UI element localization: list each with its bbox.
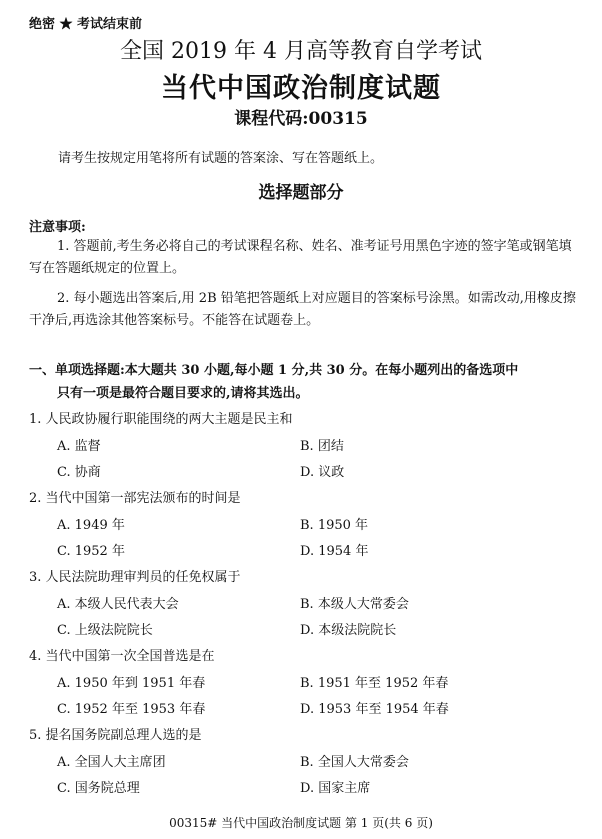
- question-4-option-b: B. 1951 年至 1952 年春: [300, 676, 449, 691]
- question-3-stem: 3. 人民法院助理审判员的任免权属于: [29, 570, 241, 585]
- course-code: 课程代码:00315: [234, 109, 368, 129]
- confidential-label: 绝密 ★ 考试结束前: [29, 17, 143, 32]
- question-2-option-b: B. 1950 年: [300, 518, 369, 533]
- note-item-1: 1. 答题前,考生务必将自己的考试课程名称、姓名、准考证号用黑色字迹的签字笔或钢笔填写在答题纸规定的位置上。: [29, 239, 572, 276]
- question-2-option-d: D. 1954 年: [300, 544, 369, 559]
- question-3-option-c: C. 上级法院院长: [57, 623, 153, 638]
- question-4-stem: 4. 当代中国第一次全国普选是在: [29, 649, 215, 664]
- question-1-option-c: C. 协商: [57, 465, 101, 480]
- part-heading-continued: 只有一项是最符合题目要求的,请将其选出。: [57, 386, 309, 401]
- question-5-stem: 5. 提名国务院副总理人选的是: [29, 728, 202, 743]
- section-title: 选择题部分: [258, 183, 344, 203]
- question-2-stem: 2. 当代中国第一部宪法颁布的时间是: [29, 491, 241, 506]
- answer-instruction: 请考生按规定用笔将所有试题的答案涂、写在答题纸上。: [58, 151, 384, 166]
- question-4-option-c: C. 1952 年至 1953 年春: [57, 702, 206, 717]
- paper-title: 当代中国政治制度试题: [161, 73, 441, 104]
- exam-title: 全国 2019 年 4 月高等教育自学考试: [120, 39, 482, 64]
- question-2-option-c: C. 1952 年: [57, 544, 125, 559]
- question-1-option-b: B. 团结: [300, 439, 344, 454]
- question-5-option-c: C. 国务院总理: [57, 781, 140, 796]
- question-5-option-b: B. 全国人大常委会: [300, 755, 409, 770]
- part-heading: 一、单项选择题:本大题共 30 小题,每小题 1 分,共 30 分。在每小题列出的备选项中: [29, 363, 519, 378]
- question-5-option-a: A. 全国人大主席团: [57, 755, 166, 770]
- question-1-stem: 1. 人民政协履行职能围绕的两大主题是民主和: [29, 412, 293, 427]
- question-3-option-b: B. 本级人大常委会: [300, 597, 409, 612]
- question-4-option-a: A. 1950 年到 1951 年春: [57, 676, 206, 691]
- notes-heading: 注意事项:: [29, 220, 86, 235]
- page-footer: 00315# 当代中国政治制度试题 第 1 页(共 6 页): [169, 816, 433, 830]
- question-1-option-a: A. 监督: [57, 439, 101, 454]
- question-1-option-d: D. 议政: [300, 465, 345, 480]
- question-4-option-d: D. 1953 年至 1954 年春: [300, 702, 449, 717]
- note-item-2: 2. 每小题选出答案后,用 2B 铅笔把答题纸上对应题目的答案标号涂黑。如需改动,用橡皮擦干净后,再选涂其他答案标号。不能答在试题卷上。: [29, 291, 576, 328]
- question-5-option-d: D. 国家主席: [300, 781, 371, 796]
- question-3-option-d: D. 本级法院院长: [300, 623, 397, 638]
- question-2-option-a: A. 1949 年: [57, 518, 125, 533]
- question-3-option-a: A. 本级人民代表大会: [57, 597, 179, 612]
